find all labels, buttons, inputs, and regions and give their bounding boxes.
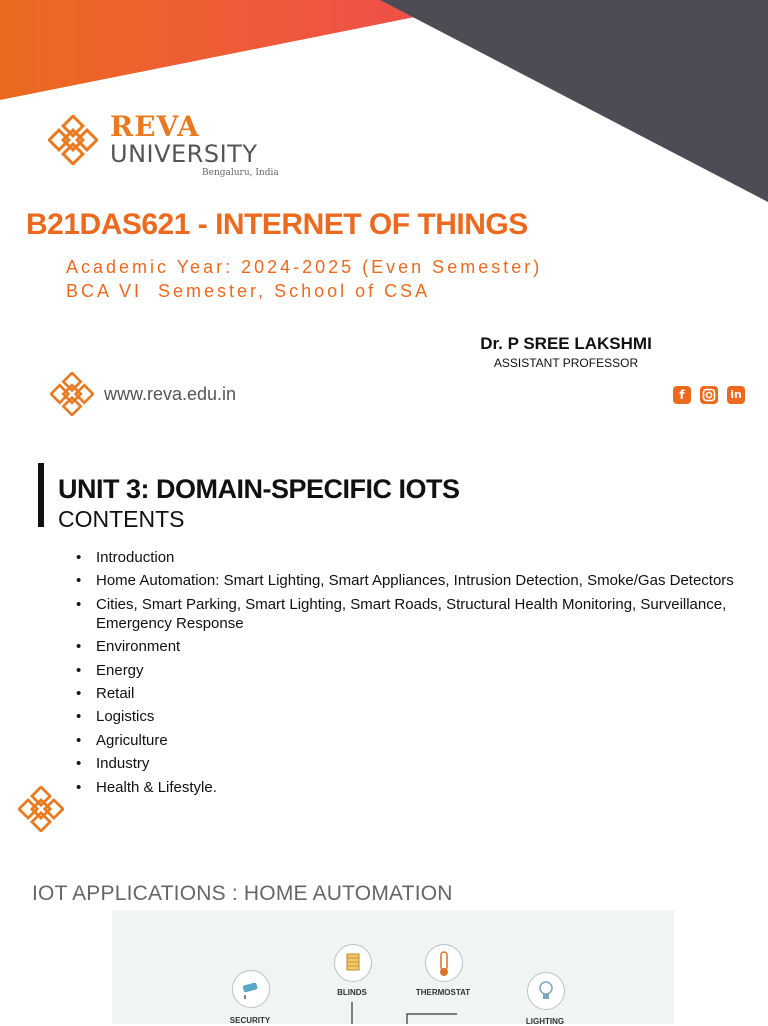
list-item: • Health & Lifestyle. bbox=[96, 778, 746, 797]
dark-banner bbox=[380, 0, 768, 202]
website-link[interactable]: www.reva.edu.in bbox=[104, 384, 237, 404]
linkedin-icon[interactable]: in bbox=[727, 386, 745, 404]
home-automation-slide bbox=[0, 860, 768, 1024]
security-node bbox=[232, 970, 270, 1008]
thermostat-label: THERMOSTAT bbox=[415, 988, 471, 997]
list-item: • Introduction bbox=[96, 548, 746, 567]
professor-role: ASSISTANT PROFESSOR bbox=[493, 356, 639, 370]
instagram-icon[interactable] bbox=[700, 386, 718, 404]
program-line: BCA VI Semester, School of CSA bbox=[66, 281, 431, 301]
logo-location: Bengaluru, India bbox=[202, 168, 279, 178]
light-bulb-icon bbox=[528, 973, 564, 1009]
list-item: • Retail bbox=[96, 684, 746, 703]
logo-name: REVA bbox=[110, 110, 200, 143]
diagram-connectors bbox=[112, 910, 674, 1024]
facebook-icon[interactable]: f bbox=[673, 386, 691, 404]
reva-logo-icon bbox=[48, 115, 98, 165]
contents-slide bbox=[0, 430, 768, 860]
list-item: • Industry bbox=[96, 754, 746, 773]
slide-title: IOT APPLICATIONS : HOME AUTOMATION bbox=[32, 882, 453, 905]
list-item: • Energy bbox=[96, 661, 746, 680]
list-item: • Environment bbox=[96, 637, 746, 656]
title-slide bbox=[0, 0, 768, 430]
list-item: • Agriculture bbox=[96, 731, 746, 750]
blinds-node bbox=[334, 944, 372, 982]
blinds-icon bbox=[335, 945, 371, 981]
professor-name: Dr. P SREE LAKSHMI bbox=[480, 334, 652, 353]
thermostat-node bbox=[425, 944, 463, 982]
contents-list bbox=[74, 548, 746, 801]
list-item: • Cities, Smart Parking, Smart Lighting, Smart Roads, Structural Health Monitoring, Surveillance, Emergency Response bbox=[96, 595, 746, 633]
lighting-label: LIGHTING bbox=[525, 1017, 565, 1026]
security-camera-icon bbox=[233, 971, 269, 1007]
list-item: • Logistics bbox=[96, 707, 746, 726]
thermostat-icon bbox=[426, 945, 462, 981]
academic-year: Academic Year: 2024-2025 (Even Semester) bbox=[66, 257, 543, 277]
contents-heading: CONTENTS bbox=[58, 506, 185, 532]
title-accent-bar bbox=[38, 463, 44, 527]
logo-subname: UNIVERSITY bbox=[110, 140, 258, 168]
blinds-label: BLINDS bbox=[337, 988, 367, 997]
lighting-node bbox=[527, 972, 565, 1010]
home-automation-diagram bbox=[112, 910, 674, 1024]
reva-logo-corner-icon bbox=[18, 786, 64, 832]
unit-title: UNIT 3: DOMAIN-SPECIFIC IOTS bbox=[58, 474, 460, 504]
security-label: SECURITY bbox=[229, 1016, 271, 1025]
list-item: • Home Automation: Smart Lighting, Smart Appliances, Intrusion Detection, Smoke/Gas Detectors bbox=[96, 571, 746, 590]
reva-logo-small-icon bbox=[50, 372, 94, 416]
course-title: B21DAS621 - INTERNET OF THINGS bbox=[26, 208, 528, 241]
